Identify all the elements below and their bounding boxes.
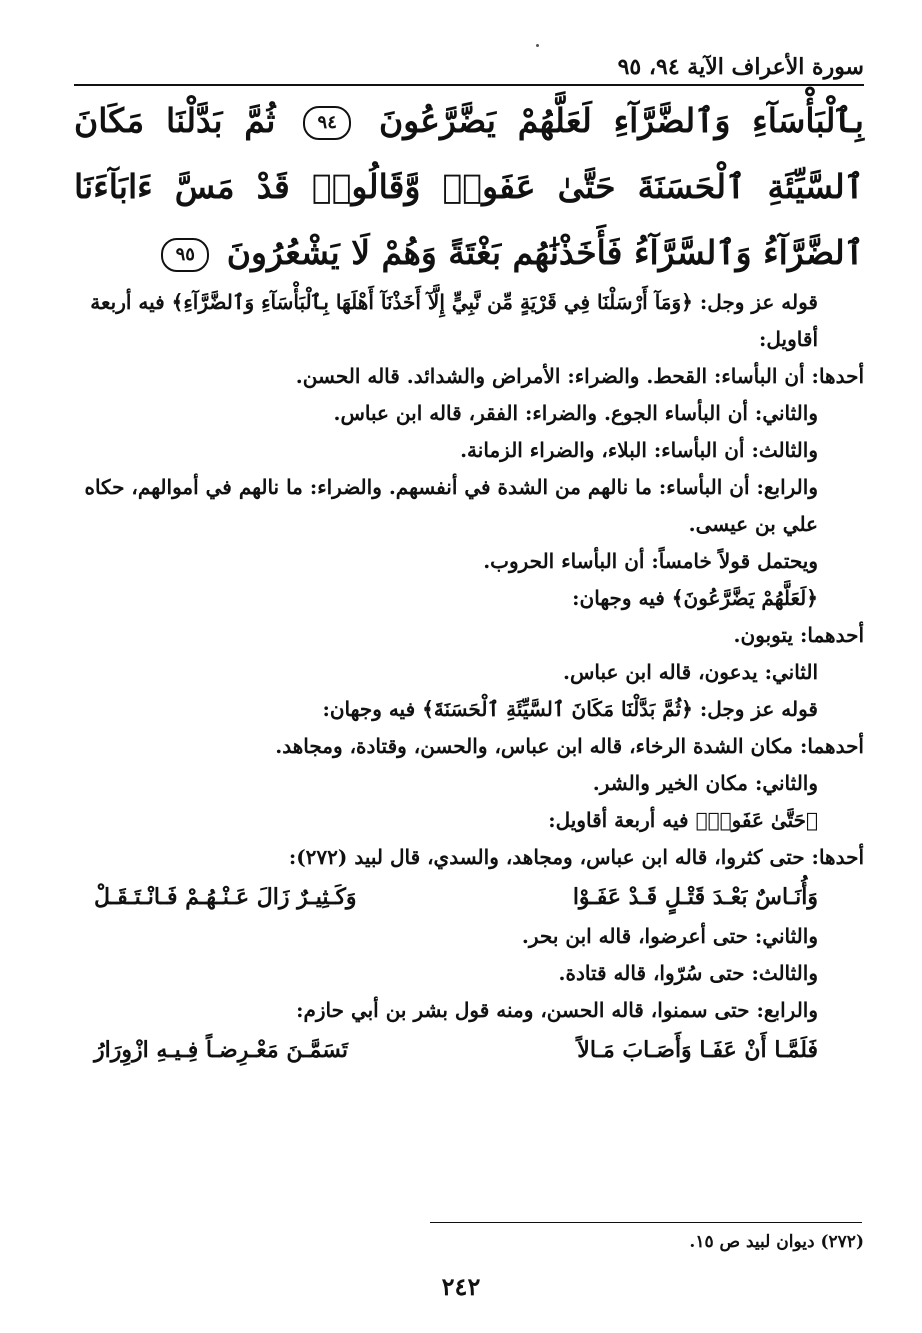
verse-hemistich-right: فَلَمَّـا أَنْ عَفَـا وَأَصَـابَ مَـالاً [577,1037,818,1063]
ayah-number-95: ٩٥ [161,238,209,272]
paragraph: والثاني: حتى أعرضوا، قاله ابن بحر. [521,924,818,948]
commentary-body [74,284,864,1071]
scan-speck [536,44,539,47]
poetry-verse-1 [74,876,864,918]
footnote: (٢٧٢) ديوان لبيد ص ١٥. [689,1232,864,1252]
paragraph: قوله عز وجل: ﴿وَمَآ أَرْسَلْنَا فِي قَرْيَةٍ مِّن نَّبِيٍّ إِلَّآ أَخَذْنَآ أَهْلَهَا بِٱلْبَأْسَآءِ وَٱلضَّرَّآءِ﴾ فيه أربعة أقاويل: [90,290,818,351]
quran-verse-block [74,88,864,286]
poetry-verse-2 [74,1029,864,1071]
quran-text-2: ثُمَّ بَدَّلْنَا مَكَانَ ٱلسَّيِّئَةِ ٱلْحَسَنَةَ حَتَّىٰ عَفَوا۟ وَّقَالُوا۟ قَدْ مَسَّ ءَابَآءَنَا ٱلضَّرَّآءُ وَٱلسَّرَّآءُ فَأَخَذْنَٰهُم بَغْتَةً وَهُمْ لَا يَشْعُرُونَ [74,101,864,272]
paragraph: والثالث: أن البأساء: البلاء، والضراء الزمانة. [460,438,818,462]
verse-hemistich-right: وَأُنَـاسٌ بَعْـدَ قَتْـلٍ قَـدْ عَفَـوْا [572,884,818,910]
page-number: ٢٤٢ [441,1272,481,1301]
paragraph: ﴿حَتَّىٰ عَفَوا۟﴾ فيه أربعة أقاويل: [548,808,818,832]
paragraph: والرابع: حتى سمنوا، قاله الحسن، ومنه قول بشر بن أبي حازم: [296,998,818,1022]
running-header [74,50,864,86]
paragraph: والثاني: مكان الخير والشر. [592,771,818,795]
paragraph: أحدها: أن البأساء: القحط. والضراء: الأمراض والشدائد. قاله الحسن. [295,364,864,388]
paragraph: الثاني: يدعون، قاله ابن عباس. [563,660,818,684]
paragraph: والثالث: حتى سُرّوا، قاله قتادة. [558,961,818,985]
paragraph: أحدهما: يتوبون. [733,623,864,647]
quran-text-1: بِٱلْبَأْسَآءِ وَٱلضَّرَّآءِ لَعَلَّهُمْ يَضَّرَّعُونَ [378,101,864,140]
paragraph: أحدهما: مكان الشدة الرخاء، قاله ابن عباس، والحسن، وقتادة، ومجاهد. [275,734,864,758]
paragraph: قوله عز وجل: ﴿ثُمَّ بَدَّلْنَا مَكَانَ ٱلسَّيِّئَةِ ٱلْحَسَنَةَ﴾ فيه وجهان: [322,697,818,721]
paragraph: والثاني: أن البأساء الجوع. والضراء: الفقر، قاله ابن عباس. [333,401,818,425]
paragraph: أحدها: حتى كثروا، قاله ابن عباس، ومجاهد، والسدي، قال لبيد (٢٧٢): [288,845,864,869]
ayah-number-94: ٩٤ [303,106,351,140]
verse-hemistich-left: تَسَمَّـنَ مَعْـرِضـاً فِـيـهِ ازْوِرَارُ [94,1037,349,1063]
footnote-divider [430,1222,862,1223]
verse-hemistich-left: وَكَـثِيـرٌ زَالَ عَـنْـهُـمْ فَـانْـتَـقَـلْ [94,884,357,910]
paragraph: والرابع: أن البأساء: ما نالهم من الشدة في أنفسهم. والضراء: ما نالهم في أموالهم، حكاه علي بن عيسى. [84,475,818,536]
paragraph: ويحتمل قولاً خامساً: أن البأساء الحروب. [483,549,818,573]
paragraph: ﴿لَعَلَّهُمْ يَضَّرَّعُونَ﴾ فيه وجهان: [572,586,818,610]
header-title: سورة الأعراف الآية ٩٤، ٩٥ [617,54,864,80]
